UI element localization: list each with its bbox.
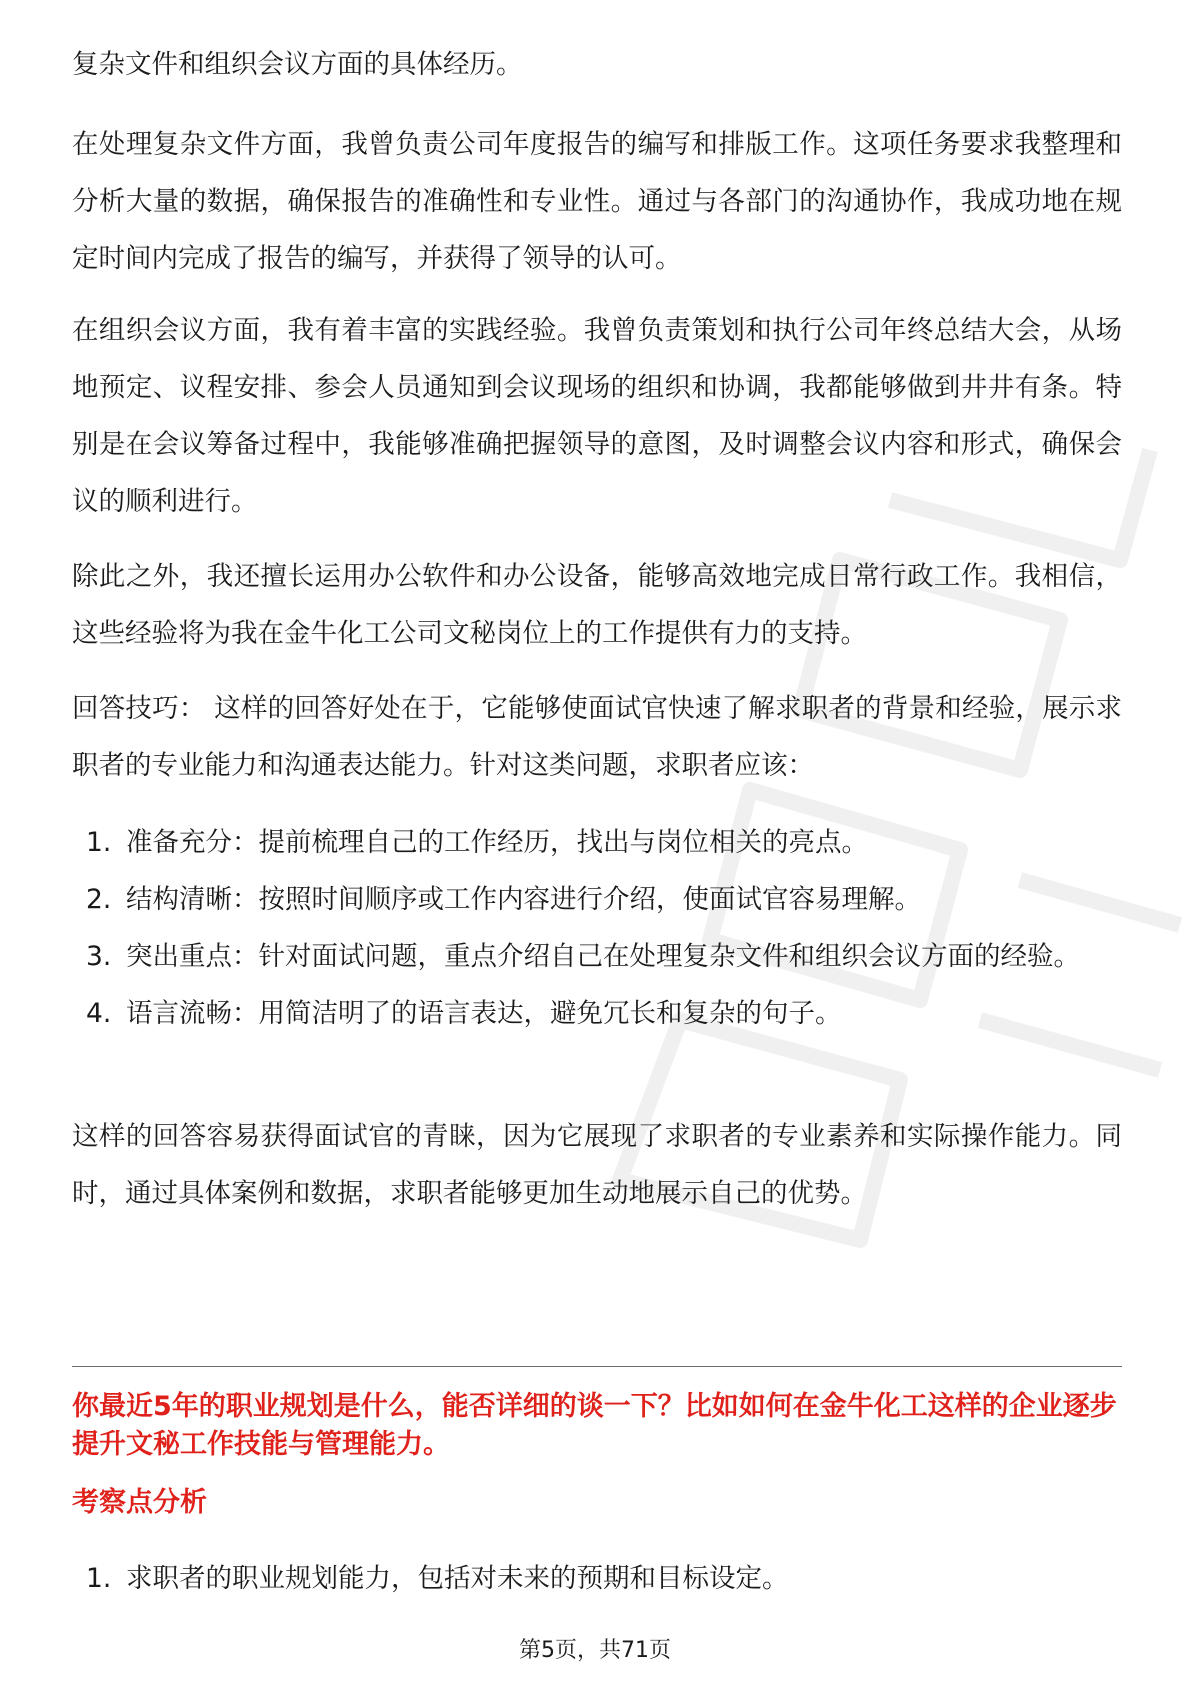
- paragraph-closing: 这样的回答容易获得面试官的青睐，因为它展现了求职者的专业素养和实际操作能力。同时，通过具体案例和数据，求职者能够更加生动地展示自己的优势。: [72, 1121, 1122, 1209]
- list-text: 结构清晰：按照时间顺序或工作内容进行介绍，使面试官容易理解。: [126, 884, 921, 915]
- list-number: 1.: [86, 827, 112, 858]
- list-text: 语言流畅：用简洁明了的语言表达，避免冗长和复杂的句子。: [126, 998, 842, 1029]
- analysis-heading: 考察点分析: [72, 1487, 207, 1518]
- paragraph-documents: 在处理复杂文件方面，我曾负责公司年度报告的编写和排版工作。这项任务要求我整理和分析大量的数据，确保报告的准确性和专业性。通过与各部门的沟通协作，我成功地在规定时间内完成了报告的编写，并获得了领导的认可。: [72, 129, 1122, 274]
- section-divider: [72, 1366, 1122, 1367]
- page-footer: 第5页，共71页: [519, 1638, 671, 1663]
- list-item: [72, 814, 1122, 871]
- paragraph-meetings: 在组织会议方面，我有着丰富的实践经验。我曾负责策划和执行公司年终总结大会，从场地预定、议程安排、参会人员通知到会议现场的组织和协调，我都能够做到井井有条。特别是在会议筹备过程中，我能够准确把握领导的意图，及时调整会议内容和形式，确保会议的顺利进行。: [72, 315, 1122, 517]
- paragraph-answer-tips: 回答技巧： 这样的回答好处在于，它能够使面试官快速了解求职者的背景和经验，展示求职者的专业能力和沟通表达能力。针对这类问题，求职者应该：: [72, 693, 1122, 781]
- list-item: [72, 985, 1122, 1042]
- list-number: 4.: [86, 998, 112, 1029]
- list-text: 准备充分：提前梳理自己的工作经历，找出与岗位相关的亮点。: [126, 827, 868, 858]
- list-number: 2.: [86, 884, 112, 915]
- paragraph-office-skills: 除此之外，我还擅长运用办公软件和办公设备，能够高效地完成日常行政工作。我相信，这些经验将为我在金牛化工公司文秘岗位上的工作提供有力的支持。: [72, 561, 1122, 649]
- list-item: [72, 871, 1122, 928]
- list-number: 3.: [86, 941, 112, 972]
- interview-question: 你最近5年的职业规划是什么，能否详细的谈一下？比如如何在金牛化工这样的企业逐步提升文秘工作技能与管理能力。: [72, 1391, 1117, 1460]
- list-item: [72, 928, 1122, 985]
- paragraph-intro-end: 复杂文件和组织会议方面的具体经历。: [72, 49, 523, 80]
- analysis-list: [72, 1550, 1122, 1607]
- list-item: [72, 1550, 1122, 1607]
- list-number: 1.: [86, 1563, 112, 1594]
- tips-list: [72, 814, 1122, 1042]
- list-text: 突出重点：针对面试问题，重点介绍自己在处理复杂文件和组织会议方面的经验。: [126, 941, 1080, 972]
- list-text: 求职者的职业规划能力，包括对未来的预期和目标设定。: [126, 1563, 789, 1594]
